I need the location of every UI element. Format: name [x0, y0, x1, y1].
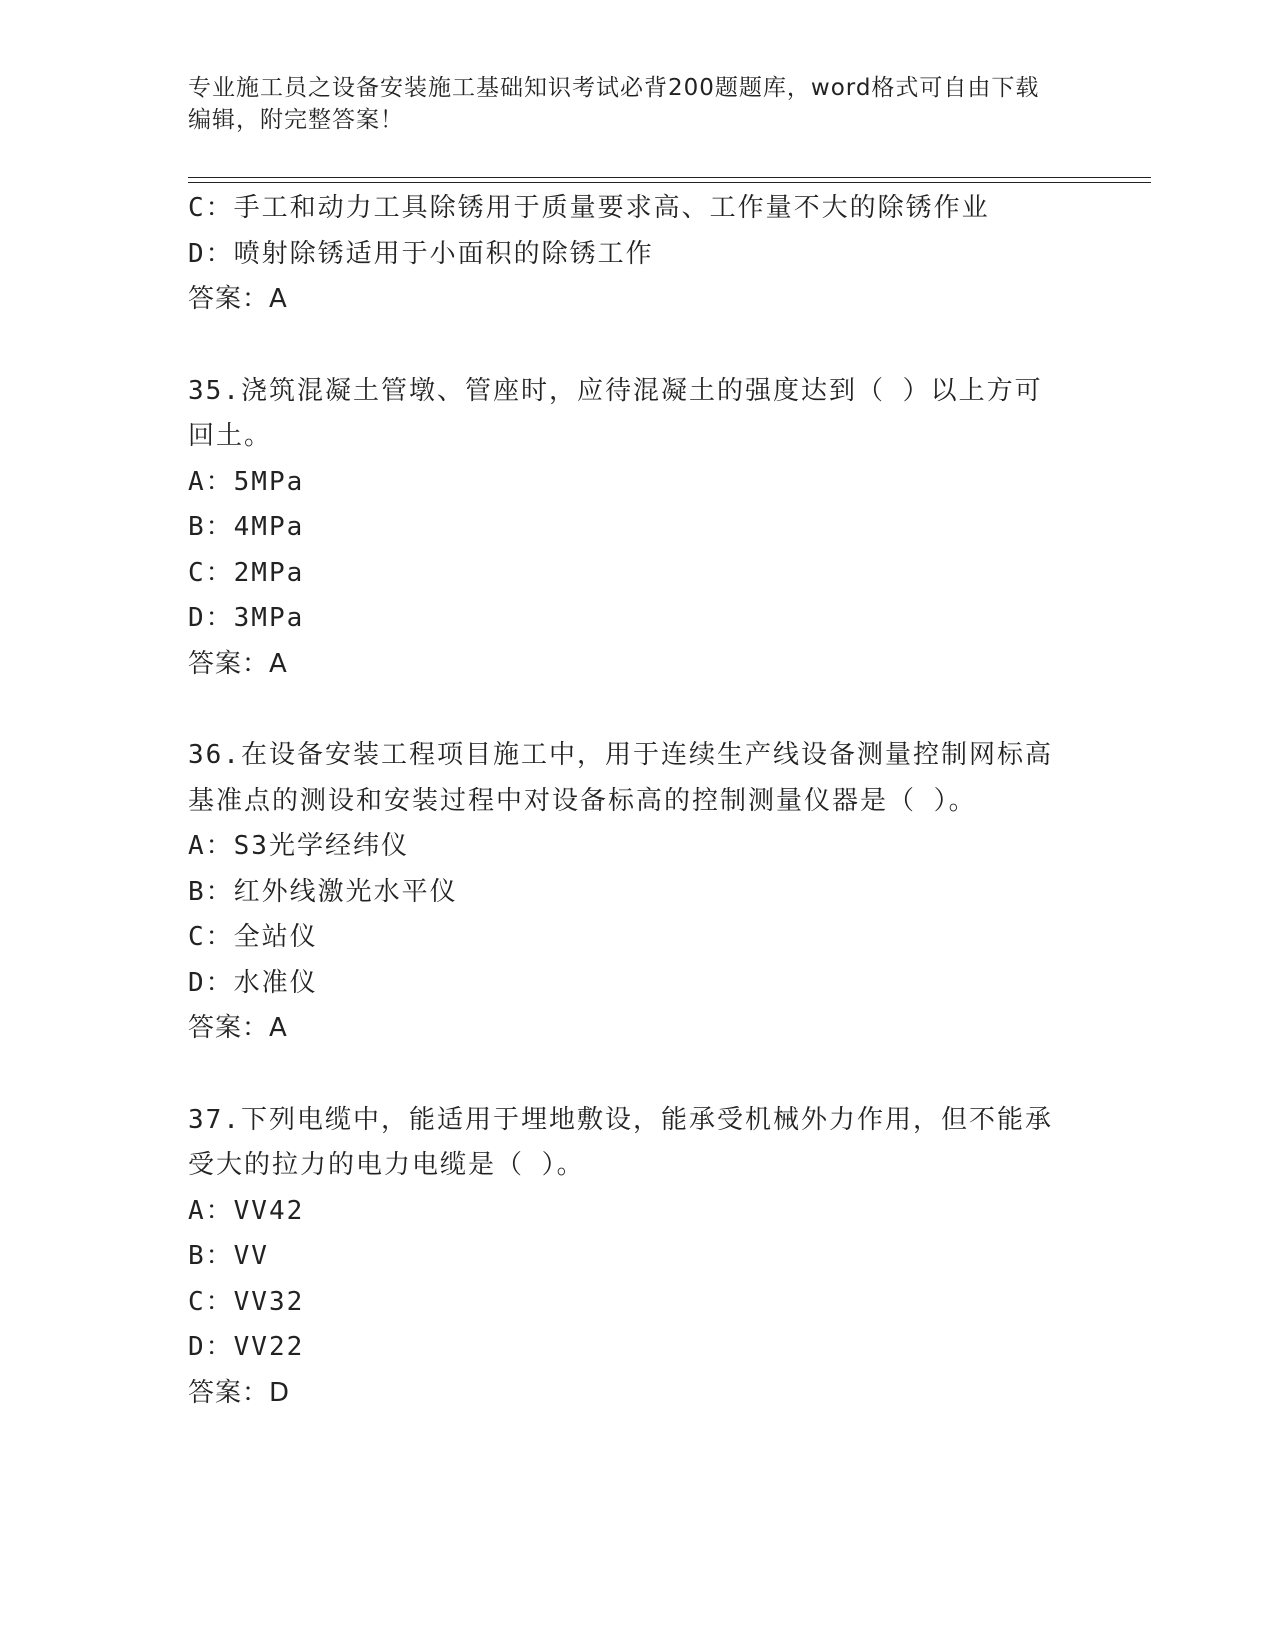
- option-a: A：VV42: [188, 1195, 305, 1226]
- document-body: [188, 186, 1088, 1416]
- answer-line: 答案：A: [188, 648, 288, 679]
- header-title-line-2: 编辑，附完整答案！: [188, 107, 404, 133]
- question-block-35: [188, 369, 1088, 688]
- header-divider-top: [188, 177, 1151, 178]
- option-a: A：5MPa: [188, 466, 305, 497]
- question-text-line-1: 37.下列电缆中，能适用于埋地敷设，能承受机械外力作用，但不能承: [188, 1104, 1053, 1135]
- option-b: B：4MPa: [188, 512, 305, 542]
- option-d: D：喷射除锈适用于小面积的除锈工作: [188, 238, 654, 269]
- option-c: C：手工和动力工具除锈用于质量要求高、工作量不大的除锈作业: [188, 193, 990, 223]
- option-b: B：VV: [188, 1241, 269, 1271]
- question-text-line-2: 受大的拉力的电力电缆是（ ）。: [188, 1150, 585, 1180]
- question-text-line-2: 基准点的测设和安装过程中对设备标高的控制测量仪器是（ ）。: [188, 785, 977, 816]
- option-c: C：2MPa: [188, 557, 305, 588]
- question-block-36: [188, 733, 1088, 1052]
- header-title-line-1: 专业施工员之设备安装施工基础知识考试必背200题题库，word格式可自由下载: [188, 75, 1040, 101]
- answer-line: 答案：A: [188, 1013, 288, 1043]
- option-d: D：3MPa: [188, 603, 305, 633]
- option-d: D：VV22: [188, 1332, 305, 1362]
- spacer: [188, 687, 1088, 733]
- option-b: B：红外线激光水平仪: [188, 876, 458, 907]
- document-header: [188, 72, 1088, 136]
- answer-line: 答案：A: [188, 284, 288, 314]
- question-text-line-1: 36.在设备安装工程项目施工中，用于连续生产线设备测量控制网标高: [188, 740, 1053, 770]
- question-block-37: [188, 1098, 1088, 1417]
- header-divider-bottom: [188, 182, 1151, 183]
- spacer: [188, 323, 1088, 369]
- option-c: C：VV32: [188, 1286, 305, 1317]
- question-text-line-1: 35.浇筑混凝土管墩、管座时，应待混凝土的强度达到（ ）以上方可: [188, 375, 1043, 406]
- option-c: C：全站仪: [188, 922, 318, 952]
- option-d: D：水准仪: [188, 967, 318, 998]
- option-a: A：S3光学经纬仪: [188, 831, 409, 861]
- question-block-34: [188, 186, 1088, 323]
- spacer: [188, 1052, 1088, 1098]
- answer-line: 答案：D: [188, 1377, 291, 1408]
- question-text-line-2: 回土。: [188, 421, 273, 451]
